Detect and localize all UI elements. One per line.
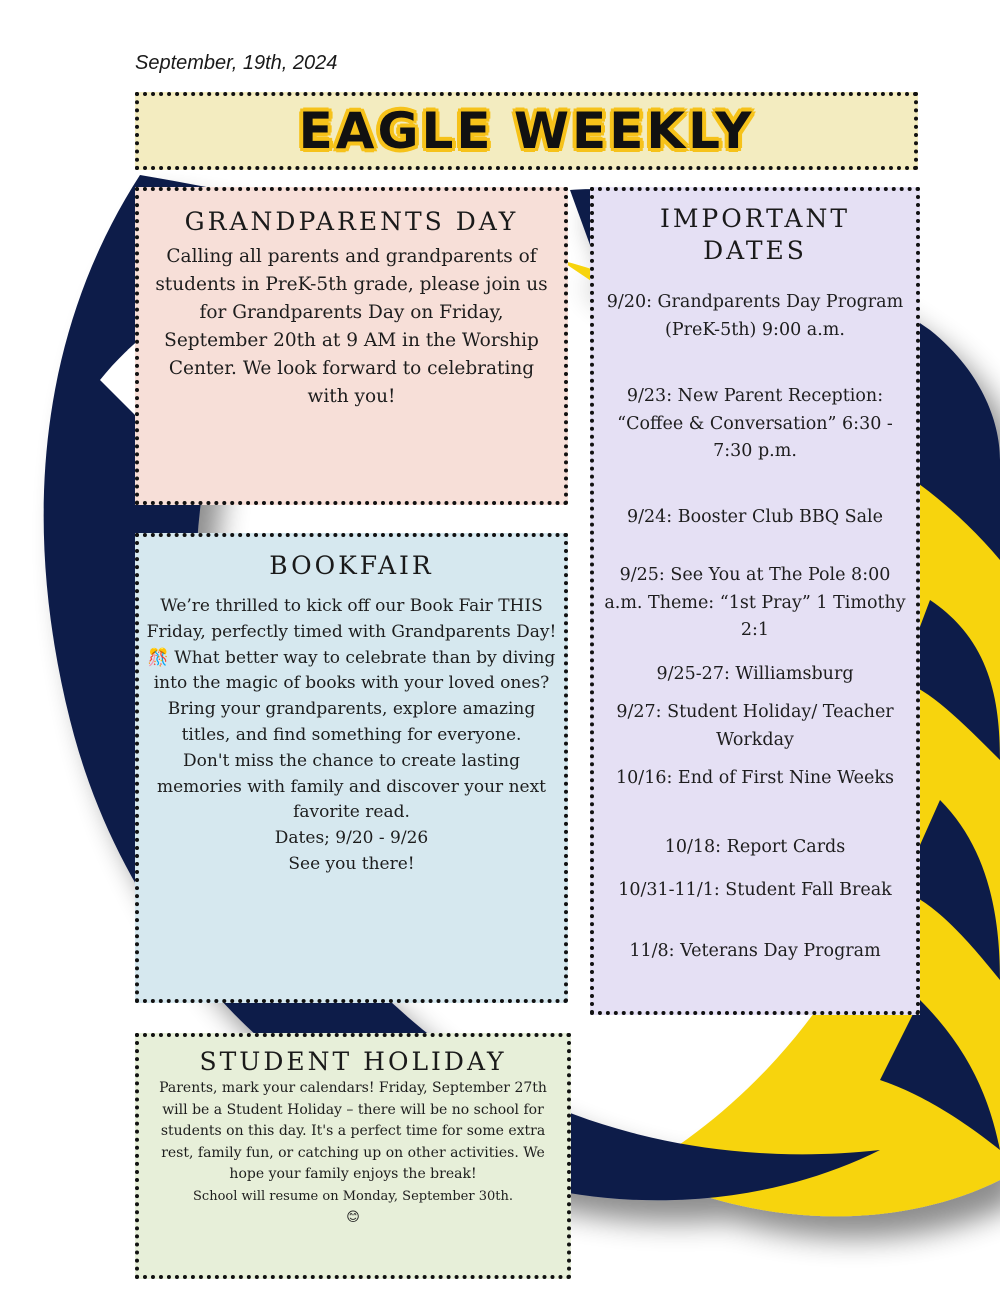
list-item: 10/18: Report Cards xyxy=(664,837,846,857)
newsletter-title: EAGLE WEEKLY xyxy=(298,102,755,160)
list-item: 9/25: See You at The Pole 8:00 a.m. Theme: “1st Pray” 1 Timothy 2:1 xyxy=(604,565,906,640)
issue-date: September, 19th, 2024 xyxy=(135,52,338,74)
masthead-banner xyxy=(135,92,918,170)
bookfair-closing: See you there! xyxy=(288,853,415,874)
smile-icon: 😊 xyxy=(346,1210,360,1225)
list-item: 11/8: Veterans Day Program xyxy=(629,941,881,961)
confetti-icon: 🎊 xyxy=(147,647,169,668)
bookfair-dates: Dates; 9/20 - 9/26 xyxy=(274,828,429,849)
student-holiday-text: Parents, mark your calendars! Friday, September 27th will be a Student Holiday – there will be no school for students on this day. It's a perfect time for some extra rest, family fun, or catching up on other activities. We hope your family enjoys the break! xyxy=(159,1080,547,1182)
list-item: 9/27: Student Holiday/ Teacher Workday xyxy=(616,702,894,750)
bookfair-text-part2: What better way to celebrate than by diving into the magic of books with your loved ones? Bring your grandparents, explore amazing titles, and find something for everyone. xyxy=(153,647,556,745)
bookfair-heading: BOOKFAIR xyxy=(269,551,434,580)
bookfair-text-part1: We’re thrilled to kick off our Book Fair THIS Friday, perfectly timed with Grandparents Day! xyxy=(146,596,557,642)
grandparents-day-heading: GRANDPARENTS DAY xyxy=(184,207,519,236)
student-holiday-heading: STUDENT HOLIDAY xyxy=(199,1047,507,1076)
list-item: 10/31-11/1: Student Fall Break xyxy=(618,880,892,900)
list-item: 9/20: Grandparents Day Program (PreK-5th) 9:00 a.m. xyxy=(606,292,904,340)
bookfair-text-part3: Don't miss the chance to create lasting memories with family and discover your next favorite read. xyxy=(157,750,546,823)
student-holiday-section xyxy=(135,1033,571,1279)
grandparents-day-section xyxy=(135,187,568,505)
important-dates-section xyxy=(590,187,920,1015)
school-resume-text: School will resume on Monday, September 30th. xyxy=(193,1188,513,1204)
grandparents-day-text: Calling all parents and grandparents of students in PreK-5th grade, please join us for Grandparents Day on Friday, September 20th at 9 AM in the Worship Center. We look forward to celebrating with you! xyxy=(155,246,548,407)
list-item: 9/24: Booster Club BBQ Sale xyxy=(626,507,883,527)
bookfair-section xyxy=(135,533,568,1003)
important-dates-heading: IMPORTANT DATES xyxy=(659,204,851,265)
school-resume-note xyxy=(145,1186,561,1229)
bookfair-text xyxy=(143,594,560,878)
list-item: 9/23: New Parent Reception: “Coffee & Conversation” 6:30 - 7:30 p.m. xyxy=(617,386,893,461)
list-item: 9/25-27: Williamsburg xyxy=(656,664,854,684)
list-item: 10/16: End of First Nine Weeks xyxy=(616,768,894,788)
